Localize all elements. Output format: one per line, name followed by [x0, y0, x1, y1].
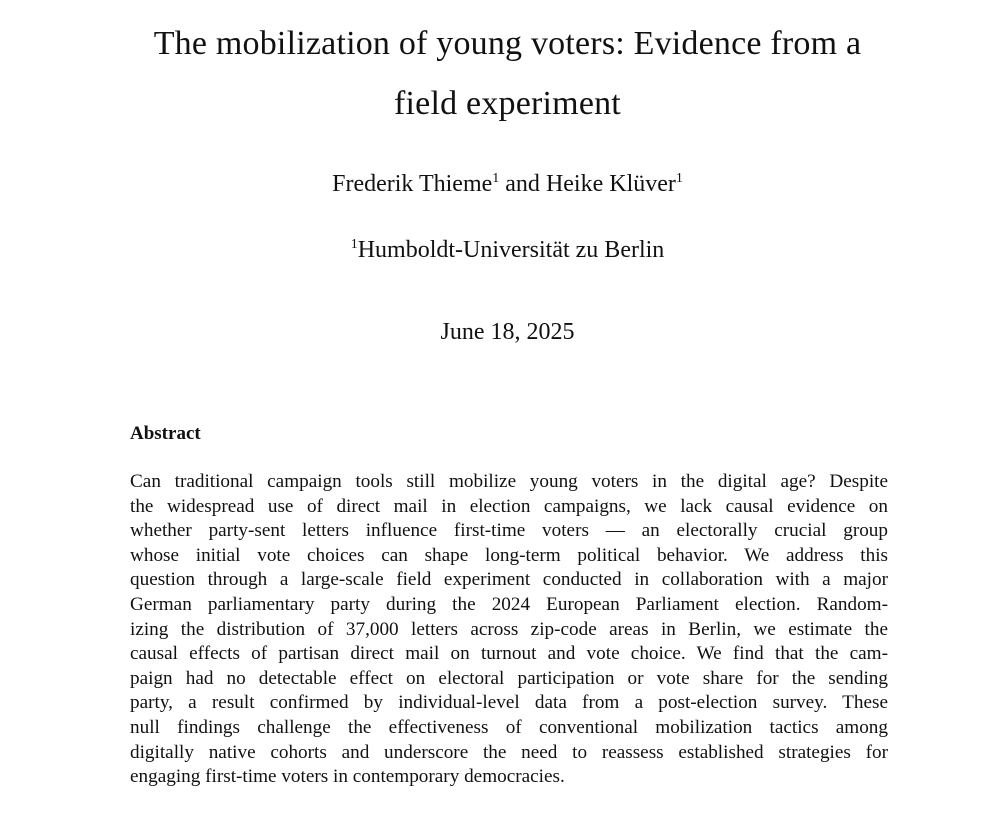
abstract-line: whether party-sent letters influence first-time voters — an electorally crucial group	[130, 520, 888, 542]
author-list	[110, 166, 905, 202]
author-name: Frederik Thieme	[332, 171, 493, 197]
paper-title-line-2: field experiment	[394, 85, 621, 122]
abstract-line: question through a large-scale field experiment conducted in collaboration with a major	[130, 569, 888, 591]
abstract-line: causal effects of partisan direct mail on turnout and vote choice. We find that the cam-	[130, 643, 888, 665]
abstract-line: Can traditional campaign tools still mobilize young voters in the digital age? Despite	[130, 471, 888, 492]
paper-title	[110, 14, 905, 134]
abstract-body	[130, 470, 888, 790]
abstract-heading: Abstract	[130, 423, 201, 444]
abstract-line: engaging first-time voters in contemporary democracies.	[130, 766, 565, 788]
author-affiliation-marker: 1	[675, 171, 683, 186]
publication-date: June 18, 2025	[440, 319, 575, 345]
abstract-line: German parliamentary party during the 2024 European Parliament election. Random-	[130, 593, 888, 615]
author-connector: and	[499, 171, 546, 197]
abstract-line: digitally native cohorts and underscore the need to reassess established strategies for	[130, 741, 888, 763]
abstract-line: izing the distribution of 37,000 letters across zip-code areas in Berlin, we estimate the	[130, 618, 888, 640]
abstract-line: null findings challenge the effectiveness of conventional mobilization tactics among	[130, 716, 888, 738]
author-name: Heike Klüver	[545, 171, 676, 197]
affiliation-name: Humboldt-Universität zu Berlin	[357, 237, 665, 263]
abstract-line: the widespread use of direct mail in election campaigns, we lack causal evidence on	[130, 495, 888, 517]
affiliation-marker: 1	[350, 237, 358, 252]
paper-title-line-1: The mobilization of young voters: Evidence from a	[153, 25, 862, 62]
author-affiliation-marker: 1	[492, 171, 500, 186]
abstract-line: whose initial vote choices can shape long-term political behavior. We address this	[130, 544, 888, 566]
abstract-line: party, a result confirmed by individual-level data from a post-election survey. These	[130, 692, 888, 714]
affiliation	[110, 232, 905, 268]
abstract-line: paign had no detectable effect on electoral participation or vote share for the sending	[130, 667, 888, 689]
